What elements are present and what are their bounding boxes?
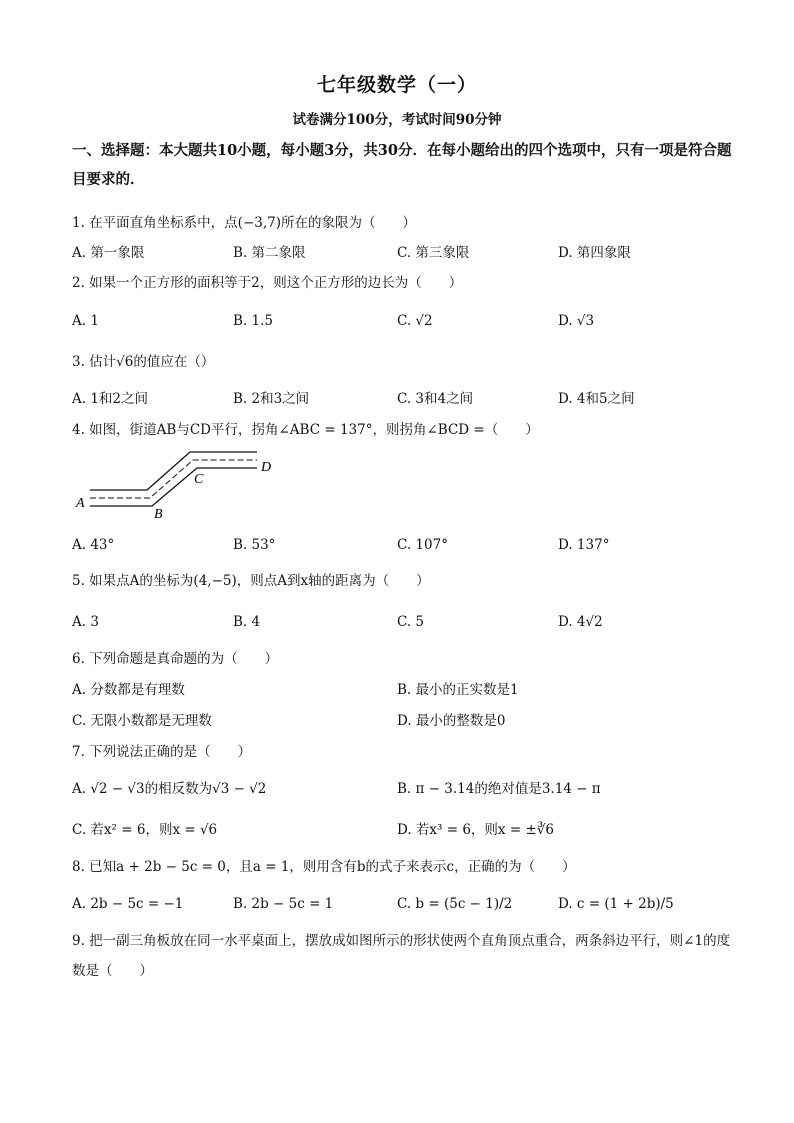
question-1-option-a: A. 第一象限 [72,245,145,261]
question-7-option-d: D. 若x³ = 6，则x = ±∛6 [397,822,554,838]
question-2-stem: 2. 如果一个正方形的面积等于2，则这个正方形的边长为（ ） [72,275,463,291]
question-2-option-b: B. 1.5 [233,313,273,329]
question-4-option-b: B. 53° [233,537,276,553]
question-5-option-d: D. 4√2 [558,614,603,630]
question-4-stem: 4. 如图，街道AB与CD平行，拐角∠ABC = 137°，则拐角∠BCD =（ ） [72,422,539,438]
question-5-stem: 5. 如果点A的坐标为(4,−5)，则点A到x轴的距离为（ ） [72,573,430,589]
question-8-option-d: D. c = (1 + 2b)/5 [558,896,674,912]
question-7-stem: 7. 下列说法正确的是（ ） [72,744,252,760]
question-6-option-d: D. 最小的整数是0 [397,713,506,729]
question-5-option-c: C. 5 [397,614,425,630]
question-1-option-c: C. 第三象限 [397,245,470,261]
question-2-option-d: D. √3 [558,313,595,329]
question-7-option-b: B. π − 3.14的绝对值是3.14 − π [397,781,601,797]
question-1-option-b: B. 第二象限 [233,245,306,261]
question-3-option-c: C. 3和4之间 [397,391,474,407]
question-2-option-a: A. 1 [72,313,99,329]
question-6-option-a: A. 分数都是有理数 [72,682,185,698]
point-c-label: C [194,472,204,487]
street-figure [72,448,292,528]
point-a-label: A [76,496,85,511]
street-center-line [90,460,257,498]
street-lower-edge [90,468,257,506]
question-1-option-d: D. 第四象限 [558,245,631,261]
question-3-stem: 3. 估计√6的值应在（） [72,354,215,370]
question-4-option-d: D. 137° [558,537,610,553]
question-7-option-a: A. √2 − √3的相反数为√3 − √2 [72,781,267,797]
exam-info: 试卷满分100分，考试时间90分钟 [292,112,502,128]
question-7-option-c: C. 若x² = 6，则x = √6 [72,822,218,838]
page-title: 七年级数学（一） [316,74,477,96]
question-1-stem: 1. 在平面直角坐标系中，点(−3,7)所在的象限为（ ） [72,215,416,231]
question-3-option-a: A. 1和2之间 [72,391,149,407]
question-4-option-a: A. 43° [72,537,115,553]
question-6-option-b: B. 最小的正实数是1 [397,682,519,698]
question-8-option-c: C. b = (5c − 1)/2 [397,896,513,912]
question-5-option-b: B. 4 [233,614,261,630]
question-5-option-a: A. 3 [72,614,99,630]
question-3-option-d: D. 4和5之间 [558,391,635,407]
point-b-label: B [154,507,163,522]
question-8-stem: 8. 已知a + 2b − 5c = 0，且a = 1，则用含有b的式子来表示c，正确的为（ ） [72,859,576,875]
question-2-option-c: C. √2 [397,313,433,329]
question-8-option-b: B. 2b − 5c = 1 [233,896,334,912]
section-heading: 一、选择题：本大题共10小题，每小题3分，共30分．在每小题给出的四个选项中，只有一项是符合题目要求的． [72,142,732,188]
question-3-option-b: B. 2和3之间 [233,391,310,407]
question-6-stem: 6. 下列命题是真命题的为（ ） [72,651,279,667]
question-8-option-a: A. 2b − 5c = −1 [72,896,184,912]
question-9-stem: 9. 把一副三角板放在同一水平桌面上，摆放成如图所示的形状使两个直角顶点重合，两条斜边平行，则∠1的度数是（ ） [72,933,731,979]
question-6-option-c: C. 无限小数都是无理数 [72,713,212,729]
question-4-option-c: C. 107° [397,537,448,553]
street-upper-edge [90,452,257,490]
point-d-label: D [261,460,272,475]
